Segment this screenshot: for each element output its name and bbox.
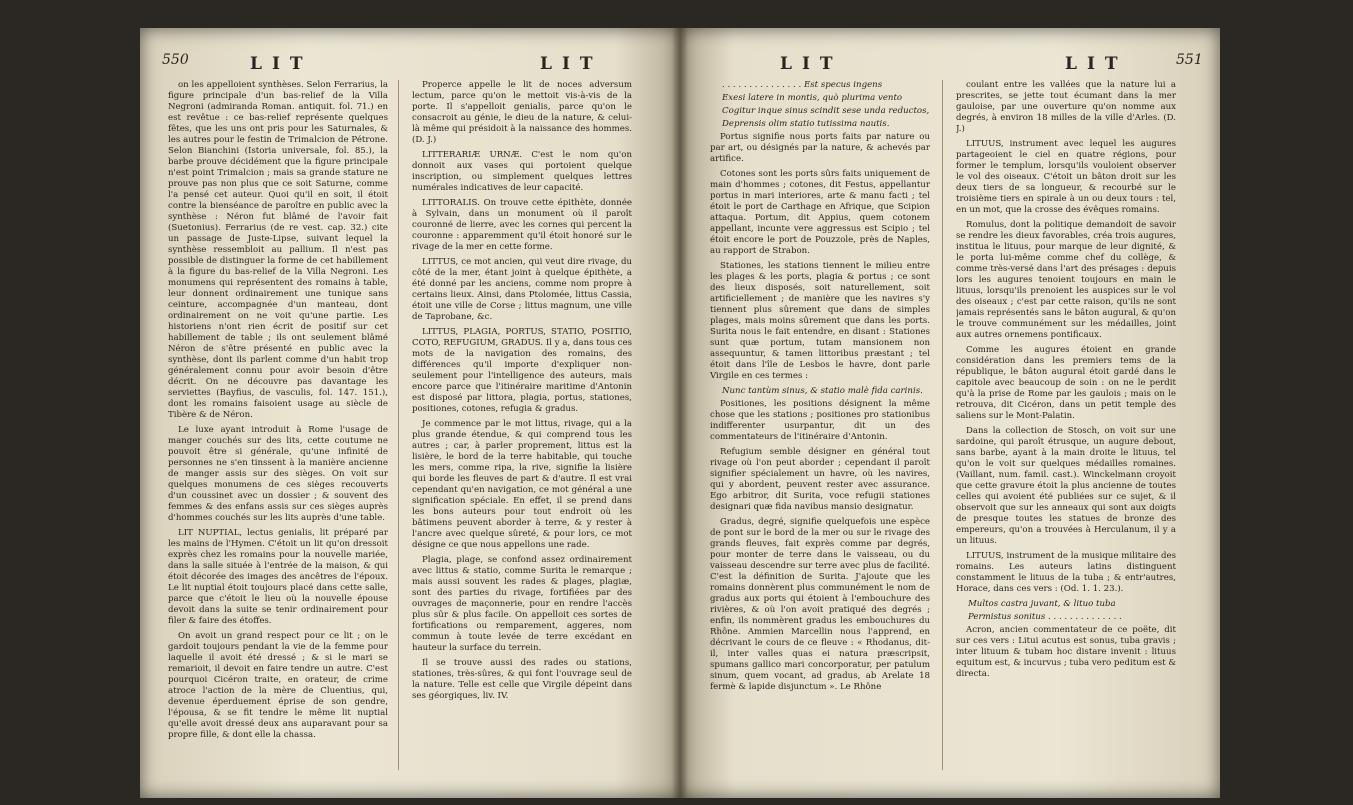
left-column-2 xyxy=(412,80,632,780)
left-running-head-1: LIT xyxy=(250,54,313,74)
verse-line: Multos castra juvant, & lituo tuba xyxy=(968,599,1116,609)
paragraph: LITUUS, instrument de la musique militaire des romains. Les auteurs latins distinguent constamment le lituus de la tuba ; & entr'autres, Horace, dans ces vers : (Od. 1. 1. 23.). xyxy=(956,551,1176,594)
verse-line: Nunc tantùm sinus, & statio malè fida carinis. xyxy=(722,386,923,396)
right-column-2 xyxy=(956,80,1176,780)
paragraph: Positiones, les positions désignent la même chose que les stations ; positiones pro stationibus indifferenter usurpantur, dit un des commentateurs de l'itinéraire d'Antonin. xyxy=(710,399,930,442)
paragraph: LITTORALIS. On trouve cette épithète, donnée à Sylvain, dans un monument où il paroît couronné de lierre, avec les cornes qui percent la couronne : apparemment qu'il étoit honoré sur le rivage de la mer en cette forme. xyxy=(412,198,632,252)
verse-line: Exesi latere in montis, quò plurima vento xyxy=(722,93,903,103)
right-column-1 xyxy=(710,80,930,780)
left-page xyxy=(140,28,680,798)
verse-line: Deprensis olim statio tutissima nautis. xyxy=(722,119,890,129)
left-page-number: 550 xyxy=(162,52,189,68)
paragraph: Il se trouve aussi des rades ou stations, stationes, très-sûres, & qui font l'ouvrage seul de la nature. Telle est celle que Virgile dépeint dans ses géorgiques, liv. IV. xyxy=(412,658,632,701)
paragraph: Stationes, les stations tiennent le milieu entre les plages & les ports, plagia & portus ; ce sont des lieux disposés, soit naturellement, soit artificiellement ; de manière que les navires s'y tiennent plus sûrement que dans de simples plages, mais moins sûrement que dans les ports. Surita nous le fait entendre, en disant : Stationes sunt quæ portum, tutam mansionem non assequuntur, & tamen littoribus præstant ; tel étoit dans l'île de Lesbos le havre, dont parle Virgile en ces termes : xyxy=(710,261,930,381)
paragraph: Le luxe ayant introduit à Rome l'usage de manger couchés sur des lits, cette coutume ne pouvoit être si générale, qu'une infinité de personnes ne s'en tinssent à la manière ancienne de manger assis sur des sièges. On voit sur quelques monumens de ces sièges recouverts d'un coussinet avec un dossier ; & souvent des femmes & des enfans assis sur ces sièges auprès d'hommes couchés sur les lits auprès d'une table. xyxy=(168,425,388,523)
paragraph: Romulus, dont la politique demandoit de savoir se rendre les dieux favorables, créa trois augures, institua le lituus, pour marque de leur dignité, & le porta lui-même comme chef du collège, & comme très-versé dans l'art des présages : depuis lors les augures tenoient toujours en main le lituus, lorsqu'ils prenoient les auspices sur le vol des oiseaux ; c'est par cette raison, qu'ils ne sont jamais représentés sans le bâton augural, & qu'on le trouve communément sur les médailles, joint aux autres ornemens pontificaux. xyxy=(956,220,1176,340)
paragraph: LITTERARIÆ URNÆ. C'est le nom qu'on donnoit aux vases qui portoient quelque inscription, ou simplement quelques lettres numérales indicatives de leur capacité. xyxy=(412,150,632,193)
paragraph: on les appelloient synthèses. Selon Ferrarius, la figure principale d'un bas-relief de la Villa Negroni (admiranda Roman. antiquit. fol. 71.) en est revêtue : ce bas-relief représente quelques fêtes, que les uns ont pris pour les Saturnales, & les autres pour le festin de Trimalcion de Pétrone. Selon Bianchini (Istoria universale, fol. 85.), la barbe prouve décidément que la figure principale n'est point Trimalcion ; mais sa grande stature ne prouve pas non plus que ce soit Saturne, comme l'a pensé cet auteur. Quoi qu'il en soit, il étoit contre la bienséance de paroître en public avec la synthèse : Néron fut blâmé de l'avoir fait (Suetonius). Ferrarius (de re vest. cap. 32.) cite un passage de Juste-Lipse, suivant lequel la synthèse ressembloit au pallium. Il n'est pas possible de distinguer la forme de cet habillement à la figure du bas-relief de la Villa Negroni. Les monumens qui représentent des romains à table, leur donnent ordinairement une tunique sans ceinture, accompagnée d'un manteau, dont ordinairement on ne voit qu'une partie. Les historiens n'ont rien écrit de positif sur cet habillement de table ; ils ont seulement blâmé Néron de s'être présenté en public avec la synthèse, dont ils parlent comme d'un habit trop généralement connu pour avoir besoin d'être décrit. On ne découvre pas davantage les serviettes (Bayfius, de vasculis, fol. 147. 151.), dont les romains faisoient usage au siècle de Tibère & de Néron. xyxy=(168,80,388,420)
paragraph: coulant entre les vallées que la nature lui a prescrites, se jette tout écumant dans la mer gauloise, par une ouverture qu'on nomme aux degrés, à environ 18 milles de la ville d'Arles. (D. J.) xyxy=(956,80,1176,134)
paragraph: LIT NUPTIAL, lectus genialis, lit préparé par les mains de l'Hymen. C'étoit un lit qu'on dressoit exprès chez les romains pour la nouvelle mariée, dans la salle située à l'entrée de la maison, & qui étoit décorée des images des ancêtres de l'époux. Le lit nuptial étoit toujours placé dans cette salle, parce que c'étoit le lieu où la nouvelle épouse devoit dans la suite se tenir ordinairement pour filer & faire des étoffes. xyxy=(168,528,388,626)
verse-line: Cogitur inque sinus scindit sese unda reductos, xyxy=(722,106,930,116)
paragraph: Plagia, plage, se confond assez ordinairement avec littus & statio, comme Surita le remarque ; mais aussi souvent les rades & plages, plagiæ, sont des parties du rivage, fortifiées par des ouvrages de maçonnerie, pour en rendre l'accès plus sûr & plus facile. On appelloit ces sortes de fortifications ou remparement, aggeres, nom commun à toute levée de terre excédant en hauteur la surface du terrein. xyxy=(412,555,632,653)
paragraph: Cotones sont les ports sûrs faits uniquement de main d'hommes ; cotones, dit Festus, appellantur portus in mari interiores, arte & manu facti ; tel étoit le port de Carthage en Afrique, que Scipion attaqua. Portum, dit Appius, quem cotonem appellant, incunte vere aggressus est Scipio ; tel étoit encore le port de Pouzzole, près de Naples, au rapport de Strabon. xyxy=(710,169,930,256)
column-rule xyxy=(398,80,399,770)
paragraph: LITUUS, instrument avec lequel les augures partageoient le ciel en quatre régions, pour former le templum, lorsqu'ils vouloient observer le vol des oiseaux. C'étoit un bâton droit sur les deux tiers de sa longueur, & recourbé sur le troisième tiers en spirale à un ou deux tours : tel, en un mot, que la crosse des évêques romains. xyxy=(956,139,1176,215)
verse-line: . . . . . . . . . . . . . . . Est specus ingens xyxy=(722,80,883,90)
paragraph: On avoit un grand respect pour ce lit ; on le gardoit toujours pendant la vie de la femme pour laquelle il avoit été dressé ; & si le mari se remarioit, il devoit en faire tendre un autre. C'est pourquoi Cicéron traite, en orateur, de crime atroce l'action de la mère de Cluentius, qui, devenue éperduement éprise de son gendre, l'épousa, & se fit tendre le même lit nuptial qu'elle avoit dressé deux ans auparavant pour sa propre fille, & dont elle la chassa. xyxy=(168,631,388,740)
right-page xyxy=(680,28,1220,798)
paragraph: Dans la collection de Stosch, on voit sur une sardoine, qui paroît étrusque, un augure debout, sans barbe, ayant à la main droite le lituus, tel qu'on le voit sur quelques médailles romaines. (Vaillant, num. famil. cast.). Winckelmann croyoit que cette gravure étoit la plus ancienne de toutes celles qui avoient été publiées sur ce sujet, & il observoit que sur les anneaux qui sont aux doigts de presque toutes les statues de bronze des empereurs, qu'on a trouvées à Herculanum, il y a un lituus. xyxy=(956,426,1176,546)
left-running-head-2: LIT xyxy=(540,54,603,74)
paragraph: Acron, ancien commentateur de ce poëte, dit sur ces vers : Litui acutus est sonus, tuba gravis ; inter lituum & tubam hoc distare invenit : lituus equitum est, & incurvus ; tuba vero peditum est & directa. xyxy=(956,625,1176,679)
paragraph: Refugium semble désigner en général tout rivage où l'on peut aborder ; cependant il paroît signifier spécialement un havre, où les navires, qui y abordent, peuvent rester avec assurance. Ego arbitror, dit Surita, voce refugii stationes designari quæ fida navibus mansio designatur. xyxy=(710,447,930,512)
right-running-head-1: LIT xyxy=(780,54,843,74)
left-column-1 xyxy=(168,80,388,780)
open-book xyxy=(140,28,1220,798)
book-gutter xyxy=(672,28,688,798)
paragraph: LITTUS, ce mot ancien, qui veut dire rivage, du côté de la mer, étant joint à quelque épithète, a été donné par les anciens, comme nom propre à certains lieux. Ainsi, dans Ptolomée, littus Cassia, étoit une ville de Corse ; littus magnum, une ville de Taprobane, &c. xyxy=(412,257,632,322)
right-running-head-2: LIT xyxy=(1065,54,1128,74)
column-rule xyxy=(942,80,943,770)
paragraph: Portus signifie nous ports faits par nature ou par art, ou désignés par la nature, & achevés par artifice. xyxy=(710,132,930,164)
verse-line: Permistus sonitus . . . . . . . . . . . . . . xyxy=(968,612,1122,622)
right-page-number: 551 xyxy=(1176,52,1203,68)
paragraph: Gradus, degré, signifie quelquefois une espèce de pont sur le bord de la mer ou sur le rivage des grands fleuves, fait exprès comme par degrés, pour monter de terre dans le vaisseau, ou du vaisseau descendre sur terre avec plus de facilité. C'est la définition de Surita. J'ajoute que les romains donnèrent plus communément le nom de gradus aux ports qui étoient à l'embouchure des rivières, & où l'on avoit pratiqué des degrés ; enfin, ils nommèrent gradus les embouchures du Rhône. Ammien Marcellin nous l'apprend, en décrivant le cours de ce fleuve : « Rhodanus, dit-il, inter valles quas ei natura præscripsit, spumans gallico mari concorporatur, per patulum sinum, quem vocant, ad gradus, ab Arelate 18 fermè & lapide disjunctum ». Le Rhône xyxy=(710,517,930,692)
paragraph: LITTUS, PLAGIA, PORTUS, STATIO, POSITIO, COTO, REFUGIUM, GRADUS. Il y a, dans tous ces mots de la navigation des romains, des différences qu'il importe d'expliquer non-seulement pour l'intelligence des auteurs, mais encore parce que l'itinéraire maritime d'Antonin est disposé par littora, plagia, portus, stationes, positiones, cotones, refugia & gradus. xyxy=(412,327,632,414)
paragraph: Comme les augures étoient en grande considération dans les premiers tems de la république, le bâton augural étoit gardé dans le capitole avec beaucoup de soin : on ne le perdit qu'à la prise de Rome par les gaulois ; mais on le retrouva, dit Cicéron, dans un petit temple des saliens sur le Mont-Palatin. xyxy=(956,345,1176,421)
paragraph: Je commence par le mot littus, rivage, qui a la plus grande étendue, & qui comprend tous les autres ; car, à parler proprement, littus est la lisière, le bord de la terre habitable, qui touche les mers, comme ripa, la rive, signifie la lisière qui borde les fleuves de part & d'autre. Il est vrai cependant qu'en navigation, ce mot général a une signification spéciale. En effet, il se prend dans les bons auteurs pour tout endroit où les bâtimens peuvent aborder à terre, & y rester à l'ancre avec quelque sûreté, & pour lors, ce mot désigne ce que nous appellons une rade. xyxy=(412,419,632,550)
paragraph: Properce appelle le lit de noces adversum lectum, parce qu'on le mettoit vis-à-vis de la porte. Il s'appelloit genialis, parce qu'on le consacroit au génie, le dieu de la nature, & celui-là même qui présidoit à la naissance des hommes. (D. J.) xyxy=(412,80,632,145)
